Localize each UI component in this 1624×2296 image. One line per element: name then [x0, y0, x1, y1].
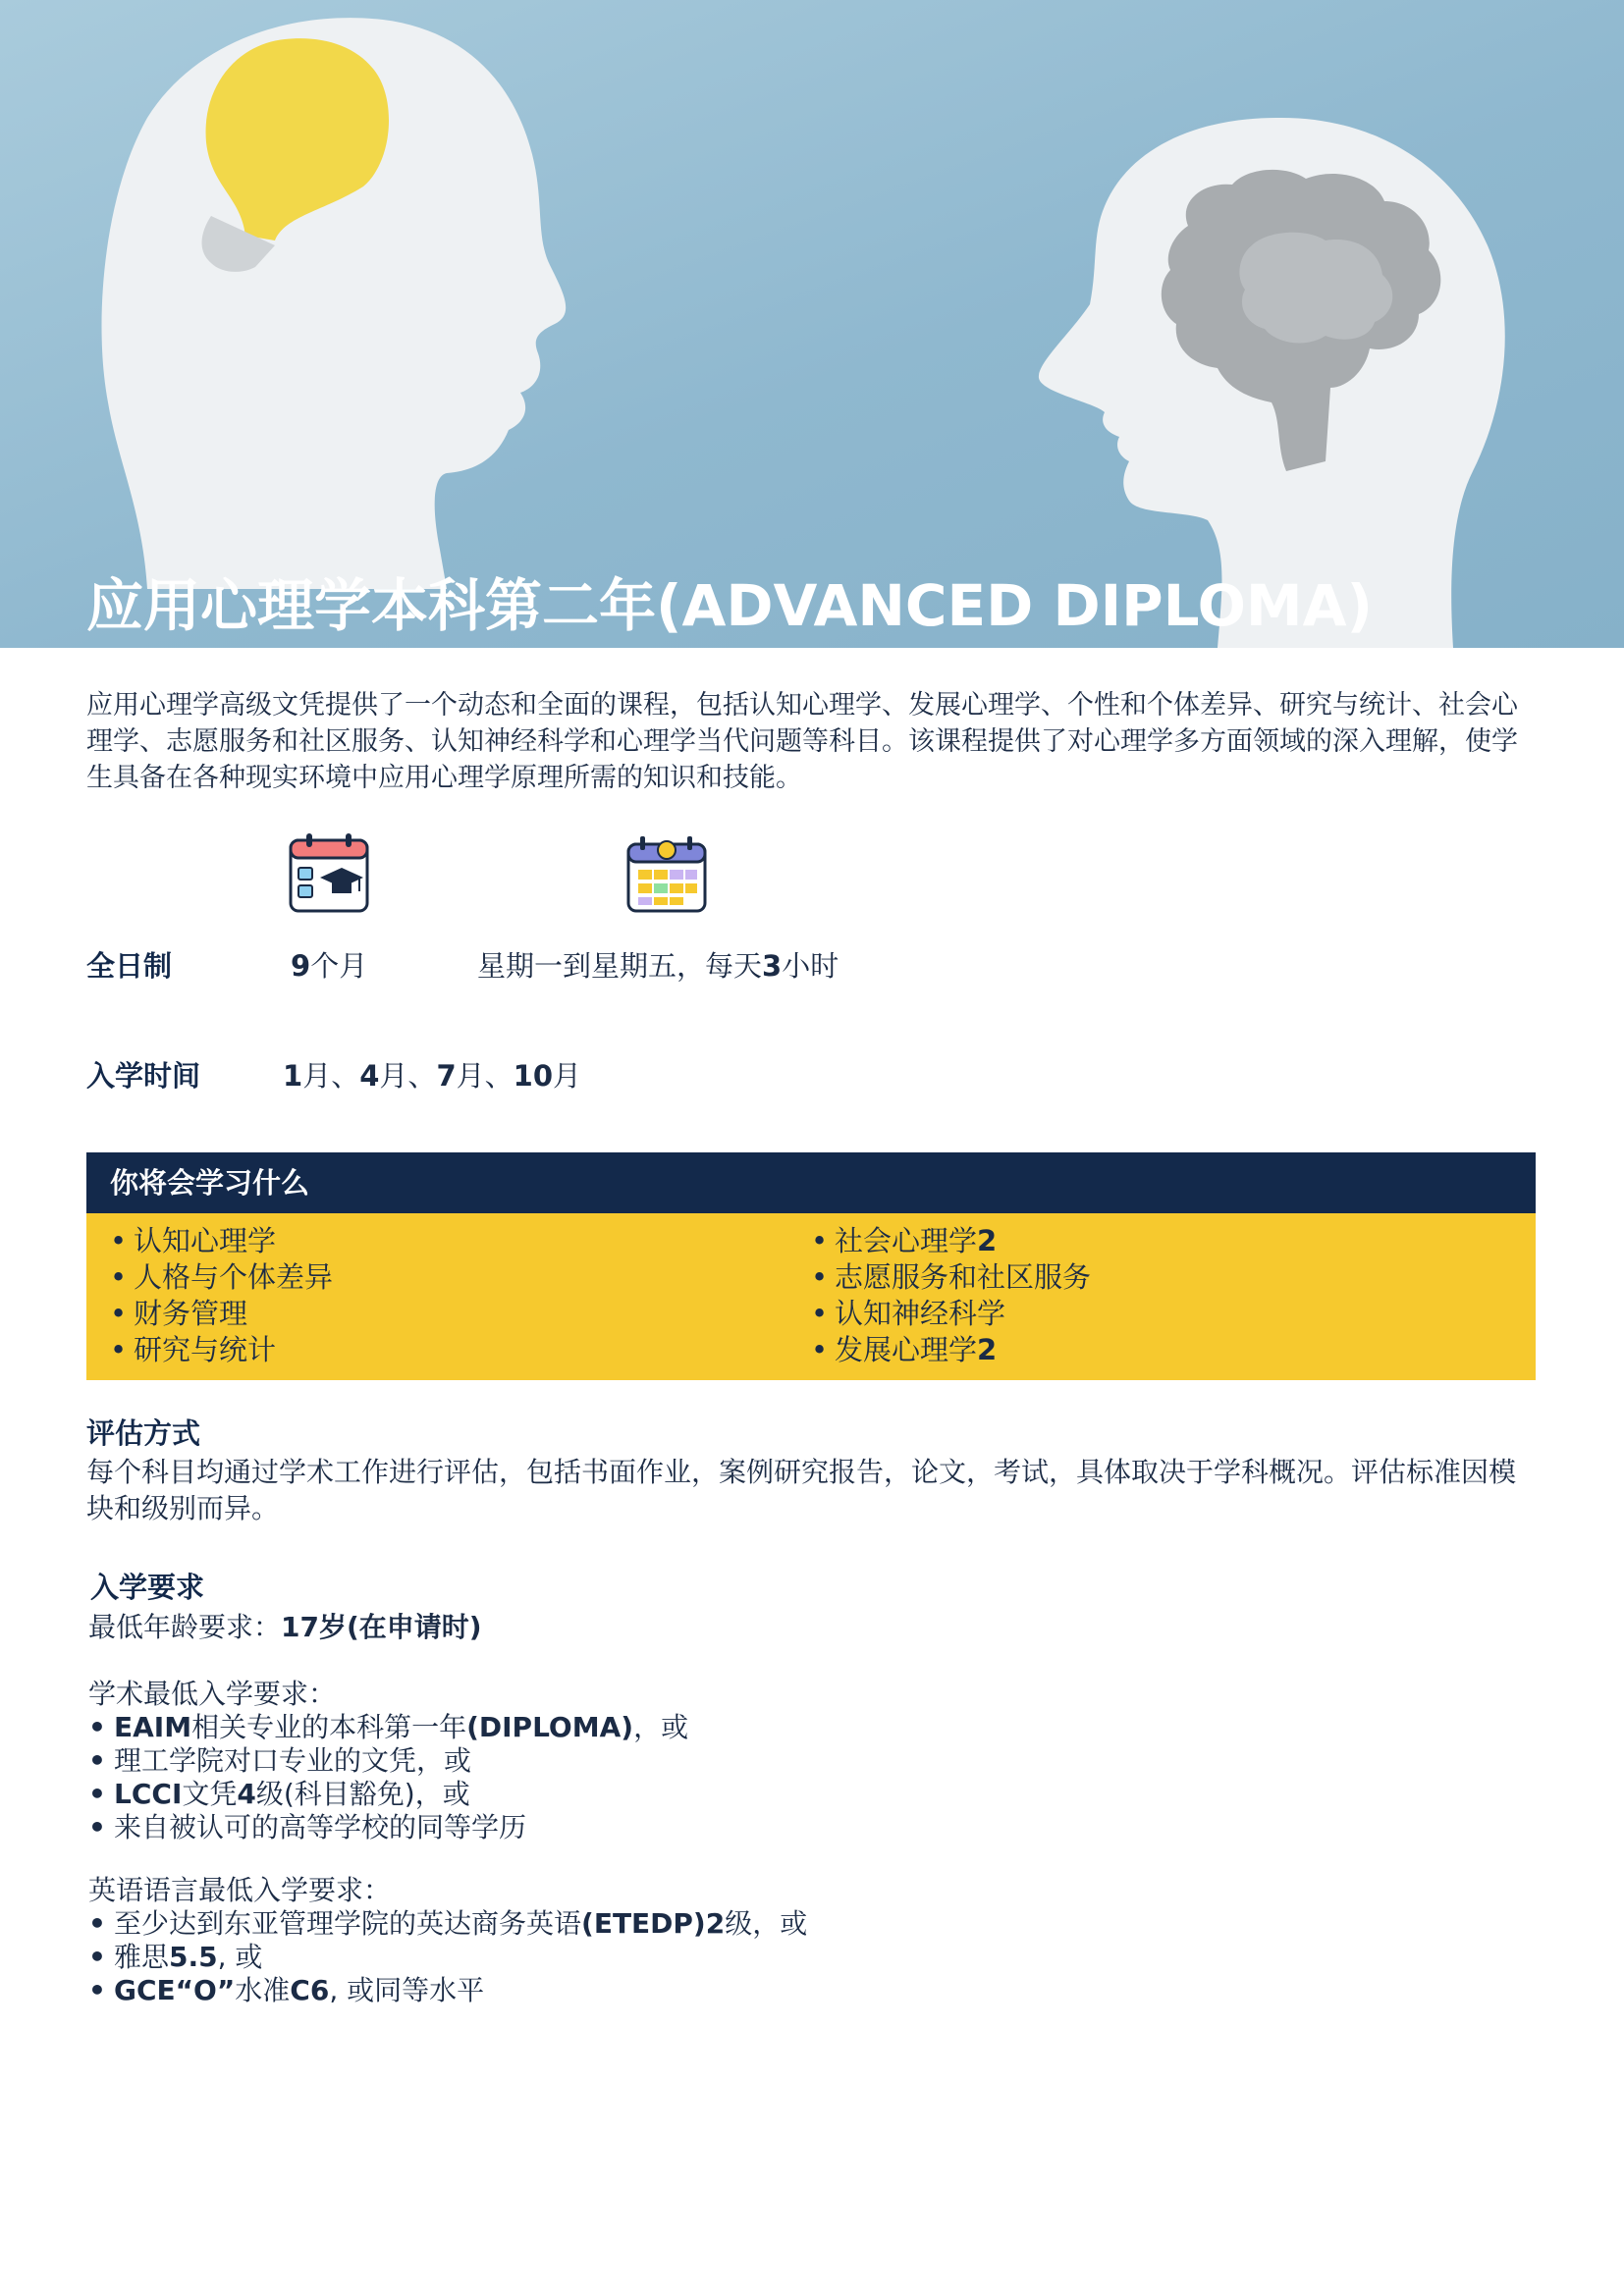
- calendar-graduation-icon: [287, 830, 371, 915]
- page-title: 应用心理学本科第二年(ADVANCED DIPLOMA): [86, 572, 1373, 639]
- list-item: • 财务管理: [110, 1297, 248, 1330]
- calendar-clock-icon: [624, 830, 709, 915]
- intake-label: 入学时间: [86, 1059, 201, 1093]
- list-item: • 来自被认可的高等学校的同等学历: [88, 1811, 527, 1843]
- subjects-right-column: [811, 1223, 1091, 1368]
- learn-heading: 你将会学习什么: [86, 1152, 1536, 1213]
- list-item: • 志愿服务和社区服务: [811, 1260, 1092, 1294]
- list-item: • 理工学院对口专业的文凭，或: [88, 1744, 472, 1777]
- list-item: • 雅思5.5, 或: [88, 1941, 263, 1973]
- list-item: • EAIM相关专业的本科第一年(DIPLOMA)，或: [88, 1711, 689, 1743]
- assessment-text: 每个科目均通过学术工作进行评估，包括书面作业，案例研究报告，论文，考试，具体取决于学科概况。评估标准因模块和级别而异。: [86, 1456, 1517, 1524]
- class-hours-value: 星期一到星期五，每天3小时: [477, 949, 839, 983]
- academic-heading: 学术最低入学要求：: [88, 1678, 337, 1710]
- hero-illustration: [0, 0, 1624, 648]
- assessment-heading: 评估方式: [86, 1416, 201, 1450]
- list-item: • 研究与统计: [110, 1333, 277, 1366]
- list-item: • 认知神经科学: [811, 1297, 1006, 1330]
- duration-value: 9个月: [291, 949, 368, 983]
- list-item: • 认知心理学: [110, 1224, 277, 1257]
- learn-subjects-panel: [86, 1213, 1536, 1380]
- hero-banner: [0, 0, 1624, 648]
- study-mode-label: 全日制: [86, 949, 173, 983]
- min-age-requirement: 最低年龄要求：17岁(在申请时): [88, 1611, 482, 1643]
- list-item: • 发展心理学2: [811, 1333, 998, 1366]
- intake-months: 1月、4月、7月、10月: [283, 1059, 582, 1093]
- list-item: • LCCI文凭4级(科目豁免)，或: [88, 1778, 470, 1810]
- list-item: • 人格与个体差异: [110, 1260, 334, 1294]
- intro-paragraph: 应用心理学高级文凭提供了一个动态和全面的课程，包括认知心理学、发展心理学、个性和个体差异、研究与统计、社会心理学、志愿服务和社区服务、认知神经科学和心理学当代问题等科目。该课程提供了对心理学多方面领域的深入理解，使学生具备在各种现实环境中应用心理学原理所需的知识和技能。: [86, 690, 1518, 793]
- list-item: • 至少达到东亚管理学院的英达商务英语(ETEDP)2级，或: [88, 1907, 808, 1940]
- list-item: • 社会心理学2: [811, 1224, 998, 1257]
- english-heading: 英语语言最低入学要求：: [88, 1874, 392, 1906]
- list-item: • GCE“O”水准C6, 或同等水平: [88, 1974, 485, 2006]
- subjects-left-column: [110, 1223, 333, 1368]
- entry-heading: 入学要求: [90, 1571, 205, 1604]
